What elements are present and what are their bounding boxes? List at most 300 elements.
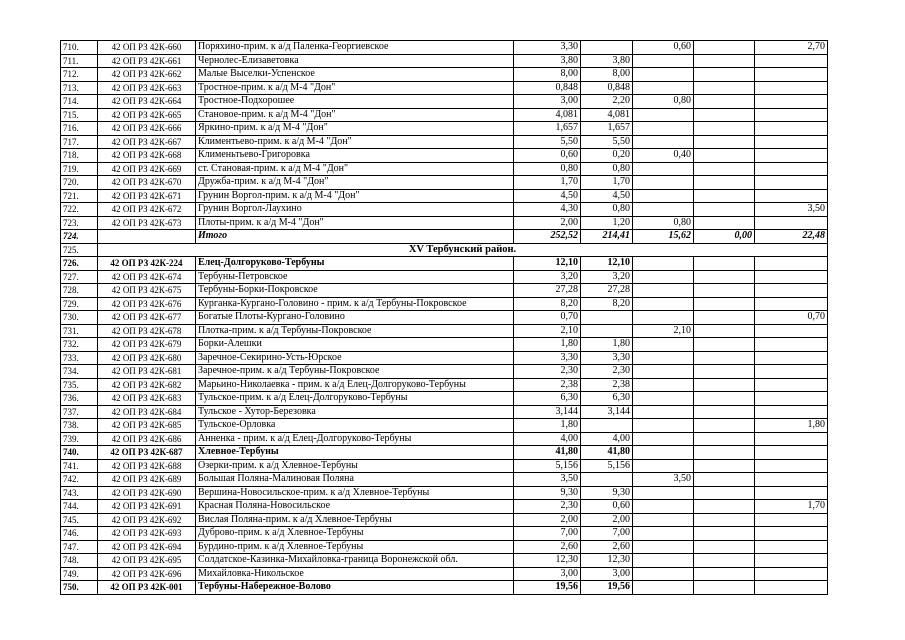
asphalt-length: 2,30 [581,365,633,379]
road-name: Тростное-прим. к а/д М-4 "Дон" [196,81,514,95]
dirt-length [755,81,828,95]
table-row [61,95,828,109]
dirt-length [755,473,828,487]
road-name: Озерки-прим. к а/д Хлевное-Тербуны [196,459,514,473]
gravel-length [633,297,694,311]
dirt-length [755,446,828,460]
total-length: 41,80 [514,446,581,460]
asphalt-length: 0,60 [581,500,633,514]
road-code: 42 ОП РЗ 42К-666 [98,122,196,136]
road-code: 42 ОП РЗ 42К-668 [98,149,196,163]
road-code: 42 ОП РЗ 42К-682 [98,378,196,392]
road-code: 42 ОП РЗ 42К-224 [98,257,196,271]
gravel-length [633,432,694,446]
asphalt-length: 7,00 [581,527,633,541]
gravel-length [633,162,694,176]
asphalt-length: 3,144 [581,405,633,419]
road-code: 42 ОП РЗ 42К-695 [98,554,196,568]
road-code: 42 ОП РЗ 42К-685 [98,419,196,433]
dirt-length [755,567,828,581]
total-length: 4,00 [514,432,581,446]
table-row [61,432,828,446]
row-number: 734. [61,365,98,379]
total-length: 3,144 [514,405,581,419]
road-code: 42 ОП РЗ 42К-689 [98,473,196,487]
total-length: 3,00 [514,95,581,109]
total-length: 0,848 [514,81,581,95]
table-row [61,567,828,581]
gravel-length [633,459,694,473]
other-length [694,513,755,527]
asphalt-length: 6,30 [581,392,633,406]
gravel-length [633,392,694,406]
asphalt-length: 41,80 [581,446,633,460]
total-length: 12,10 [514,257,581,271]
road-name: Тербуны-Набережное-Волово [196,581,514,595]
row-number: 713. [61,81,98,95]
dirt-length [755,581,828,595]
table-row [61,554,828,568]
asphalt-length: 3,30 [581,351,633,365]
gravel-length: 0,60 [633,41,694,55]
road-code: 42 ОП РЗ 42К-667 [98,135,196,149]
row-number: 733. [61,351,98,365]
table-row [61,162,828,176]
road-code: 42 ОП РЗ 42К-694 [98,540,196,554]
row-number: 740. [61,446,98,460]
road-name: Вершина-Новосильское-прим. к а/д Хлевное-Тербуны [196,486,514,500]
table-row [61,284,828,298]
total-length: 4,50 [514,189,581,203]
road-code: 42 ОП РЗ 42К-673 [98,216,196,230]
table-row [61,230,828,244]
asphalt-length: 8,20 [581,297,633,311]
row-number: 730. [61,311,98,325]
dirt-length [755,149,828,163]
dirt-length [755,378,828,392]
other-length [694,432,755,446]
gravel-length [633,284,694,298]
asphalt-length: 0,80 [581,162,633,176]
table-row [61,338,828,352]
table-row [61,122,828,136]
other-length [694,351,755,365]
total-length: 8,20 [514,297,581,311]
total-length: 5,50 [514,135,581,149]
row-number: 750. [61,581,98,595]
road-code [98,230,196,244]
road-name: Заречное-Секирино-Усть-Юрское [196,351,514,365]
asphalt-length: 3,80 [581,54,633,68]
total-length: 3,50 [514,473,581,487]
road-code: 42 ОП РЗ 42К-683 [98,392,196,406]
gravel-length [633,189,694,203]
row-number: 710. [61,41,98,55]
other-length [694,162,755,176]
gravel-length [633,554,694,568]
dirt-length [755,351,828,365]
asphalt-length: 0,848 [581,81,633,95]
road-code: 42 ОП РЗ 42К-662 [98,68,196,82]
row-number: 715. [61,108,98,122]
table-row [61,41,828,55]
road-code: 42 ОП РЗ 42К-670 [98,176,196,190]
gravel-length [633,311,694,325]
other-length [694,365,755,379]
dirt-length [755,324,828,338]
other-length [694,135,755,149]
other-length [694,189,755,203]
road-name: Дружба-прим. к а/д М-4 "Дон" [196,176,514,190]
other-length [694,81,755,95]
other-length [694,95,755,109]
row-number: 737. [61,405,98,419]
road-code: 42 ОП РЗ 42К-001 [98,581,196,595]
table-row [61,392,828,406]
gravel-length [633,419,694,433]
road-code: 42 ОП РЗ 42К-681 [98,365,196,379]
road-name: Плотка-прим. к а/д Тербуны-Покровское [196,324,514,338]
row-number: 735. [61,378,98,392]
road-code: 42 ОП РЗ 42К-688 [98,459,196,473]
road-name: Борки-Алешки [196,338,514,352]
other-length: 0,00 [694,230,755,244]
dirt-length: 2,70 [755,41,828,55]
asphalt-length [581,311,633,325]
road-code: 42 ОП РЗ 42К-663 [98,81,196,95]
total-length: 3,20 [514,270,581,284]
road-code: 42 ОП РЗ 42К-691 [98,500,196,514]
asphalt-length: 8,00 [581,68,633,82]
road-name: Тульское-прим. к а/д Елец-Долгоруково-Тербуны [196,392,514,406]
gravel-length [633,527,694,541]
row-number: 749. [61,567,98,581]
dirt-length [755,459,828,473]
road-code: 42 ОП РЗ 42К-684 [98,405,196,419]
other-length [694,216,755,230]
road-name: Тульское-Орловка [196,419,514,433]
table-row [61,311,828,325]
table-row [61,216,828,230]
table-row [61,135,828,149]
dirt-length [755,554,828,568]
dirt-length [755,284,828,298]
asphalt-length: 1,70 [581,176,633,190]
total-length: 2,00 [514,513,581,527]
gravel-length: 0,40 [633,149,694,163]
other-length [694,527,755,541]
total-length: 12,30 [514,554,581,568]
table-row [61,378,828,392]
road-name: Анненка - прим. к а/д Елец-Долгоруково-Тербуны [196,432,514,446]
gravel-length [633,270,694,284]
table-row [61,189,828,203]
table-row [61,527,828,541]
row-number: 724. [61,230,98,244]
table-row [61,351,828,365]
row-number: 736. [61,392,98,406]
road-name: Грунин Воргол-прим. к а/д М-4 "Дон" [196,189,514,203]
other-length [694,149,755,163]
row-number: 722. [61,203,98,217]
table-row [61,473,828,487]
other-length [694,540,755,554]
road-name: Яркино-прим. к а/д М-4 "Дон" [196,122,514,136]
total-length: 19,56 [514,581,581,595]
gravel-length [633,122,694,136]
road-code: 42 ОП РЗ 42К-678 [98,324,196,338]
other-length [694,284,755,298]
road-code: 42 ОП РЗ 42К-669 [98,162,196,176]
other-length [694,500,755,514]
asphalt-length: 214,41 [581,230,633,244]
other-length [694,459,755,473]
total-length: 2,38 [514,378,581,392]
table-row [61,500,828,514]
table-row [61,243,828,257]
total-length: 1,70 [514,176,581,190]
total-length: 2,60 [514,540,581,554]
row-number: 723. [61,216,98,230]
other-length [694,203,755,217]
gravel-length [633,203,694,217]
asphalt-length [581,324,633,338]
road-register-table [60,40,828,595]
gravel-length [633,567,694,581]
other-length [694,446,755,460]
table-row [61,81,828,95]
row-number: 743. [61,486,98,500]
total-length: 4,30 [514,203,581,217]
other-length [694,176,755,190]
other-length [694,338,755,352]
total-length: 2,30 [514,365,581,379]
road-name: Марьино-Николаевка - прим. к а/д Елец-Долгоруково-Тербуны [196,378,514,392]
dirt-length [755,432,828,446]
row-number: 726. [61,257,98,271]
total-length: 3,30 [514,351,581,365]
total-length: 1,80 [514,419,581,433]
row-number: 725. [61,243,98,257]
row-number: 729. [61,297,98,311]
total-length: 1,80 [514,338,581,352]
dirt-length [755,297,828,311]
row-number: 727. [61,270,98,284]
gravel-length [633,257,694,271]
road-code: 42 ОП РЗ 42К-686 [98,432,196,446]
asphalt-length: 5,50 [581,135,633,149]
road-code: 42 ОП РЗ 42К-677 [98,311,196,325]
road-code: 42 ОП РЗ 42К-664 [98,95,196,109]
road-name: Заречное-прим. к а/д Тербуны-Покровское [196,365,514,379]
dirt-length [755,189,828,203]
table-row [61,54,828,68]
gravel-length [633,338,694,352]
other-length [694,41,755,55]
gravel-length: 0,80 [633,95,694,109]
asphalt-length: 5,156 [581,459,633,473]
gravel-length [633,135,694,149]
other-length [694,122,755,136]
gravel-length: 2,10 [633,324,694,338]
total-length: 7,00 [514,527,581,541]
road-name: Красная Поляна-Новосильское [196,500,514,514]
gravel-length [633,108,694,122]
road-code: 42 ОП РЗ 42К-696 [98,567,196,581]
dirt-length [755,513,828,527]
other-length [694,297,755,311]
table-row [61,405,828,419]
row-number: 717. [61,135,98,149]
total-length: 252,52 [514,230,581,244]
table-row [61,257,828,271]
road-code: 42 ОП РЗ 42К-680 [98,351,196,365]
gravel-length [633,378,694,392]
dirt-length [755,338,828,352]
road-name: Тростное-Подхорошее [196,95,514,109]
dirt-length [755,257,828,271]
other-length [694,581,755,595]
road-name: Чернолес-Елизаветовка [196,54,514,68]
road-code: 42 ОП РЗ 42К-674 [98,270,196,284]
road-name: Клименьтьево-Григоровка [196,149,514,163]
dirt-length [755,95,828,109]
table-row [61,446,828,460]
asphalt-length: 19,56 [581,581,633,595]
row-number: 711. [61,54,98,68]
total-length: 8,00 [514,68,581,82]
asphalt-length: 3,20 [581,270,633,284]
row-number: 721. [61,189,98,203]
asphalt-length: 27,28 [581,284,633,298]
table-row [61,324,828,338]
dirt-length [755,365,828,379]
road-name: Тульское - Хутор-Березовка [196,405,514,419]
dirt-length [755,122,828,136]
asphalt-length: 4,50 [581,189,633,203]
table-row [61,513,828,527]
asphalt-length: 0,80 [581,203,633,217]
asphalt-length: 2,20 [581,95,633,109]
total-length: 3,00 [514,567,581,581]
other-length [694,473,755,487]
gravel-length [633,54,694,68]
dirt-length [755,216,828,230]
table-row [61,149,828,163]
road-name: Солдатское-Казинка-Михайловка-граница Воронежской обл. [196,554,514,568]
other-length [694,554,755,568]
road-name: Поряхино-прим. к а/д Паленка-Георгиевское [196,41,514,55]
gravel-length [633,446,694,460]
total-length: 27,28 [514,284,581,298]
total-length: 5,156 [514,459,581,473]
road-name: Большая Поляна-Малиновая Поляна [196,473,514,487]
table-row [61,68,828,82]
row-number: 741. [61,459,98,473]
total-length: 0,70 [514,311,581,325]
row-number: 748. [61,554,98,568]
gravel-length [633,405,694,419]
other-length [694,486,755,500]
table-row [61,486,828,500]
gravel-length [633,365,694,379]
road-name: ст. Становая-прим. к а/д М-4 "Дон" [196,162,514,176]
asphalt-length [581,41,633,55]
dirt-length: 22,48 [755,230,828,244]
dirt-length [755,68,828,82]
row-number: 718. [61,149,98,163]
total-length: 6,30 [514,392,581,406]
asphalt-length: 2,60 [581,540,633,554]
asphalt-length: 12,30 [581,554,633,568]
section-heading: XV Тербунский район. [98,243,828,257]
road-name: Бурдино-прим. к а/д Хлевное-Тербуны [196,540,514,554]
dirt-length [755,405,828,419]
asphalt-length: 4,081 [581,108,633,122]
total-length: 9,30 [514,486,581,500]
dirt-length [755,162,828,176]
total-length: 0,80 [514,162,581,176]
gravel-length: 0,80 [633,216,694,230]
row-number: 746. [61,527,98,541]
dirt-length [755,270,828,284]
gravel-length [633,351,694,365]
dirt-length [755,540,828,554]
other-length [694,54,755,68]
gravel-length [633,486,694,500]
road-name: Елец-Долгоруково-Тербуны [196,257,514,271]
asphalt-length [581,419,633,433]
gravel-length [633,500,694,514]
other-length [694,567,755,581]
gravel-length [633,176,694,190]
asphalt-length: 3,00 [581,567,633,581]
other-length [694,311,755,325]
asphalt-length: 4,00 [581,432,633,446]
road-name: Становое-прим. к а/д М-4 "Дон" [196,108,514,122]
dirt-length: 1,70 [755,500,828,514]
other-length [694,324,755,338]
road-name: Плоты-прим. к а/д М-4 "Дон" [196,216,514,230]
row-number: 744. [61,500,98,514]
table-row [61,176,828,190]
asphalt-length: 0,20 [581,149,633,163]
total-length: 0,60 [514,149,581,163]
row-number: 732. [61,338,98,352]
road-name: Грунин Воргол-Лаухино [196,203,514,217]
total-length: 1,657 [514,122,581,136]
other-length [694,392,755,406]
other-length [694,108,755,122]
table-row [61,365,828,379]
road-name: Малые Выселки-Успенское [196,68,514,82]
row-number: 731. [61,324,98,338]
road-name: Климентьево-прим. к а/д М-4 "Дон" [196,135,514,149]
total-length: 3,30 [514,41,581,55]
road-code: 42 ОП РЗ 42К-665 [98,108,196,122]
gravel-length: 3,50 [633,473,694,487]
road-name: Итого [196,230,514,244]
total-length: 2,00 [514,216,581,230]
dirt-length [755,135,828,149]
row-number: 747. [61,540,98,554]
other-length [694,257,755,271]
row-number: 714. [61,95,98,109]
dirt-length [755,486,828,500]
road-code: 42 ОП РЗ 42К-672 [98,203,196,217]
dirt-length: 0,70 [755,311,828,325]
asphalt-length: 1,80 [581,338,633,352]
